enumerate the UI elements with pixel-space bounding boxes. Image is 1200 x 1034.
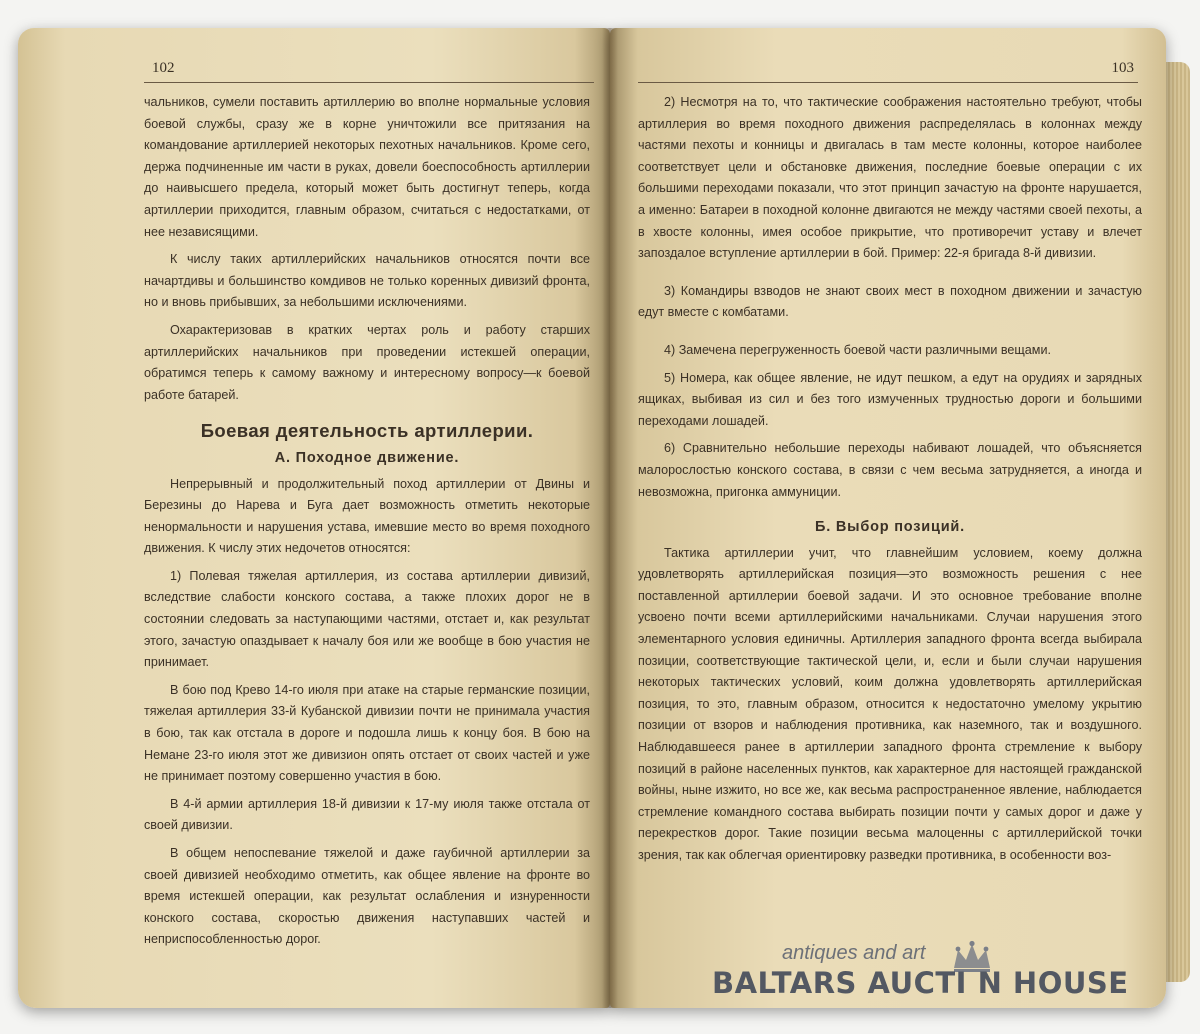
open-book bbox=[18, 28, 1186, 1008]
left-page-text bbox=[144, 92, 590, 957]
left-page bbox=[18, 28, 610, 1008]
watermark-brand: BALTARS AUCTI N HOUSE bbox=[712, 966, 1129, 1000]
watermark-tagline: antiques and art bbox=[782, 942, 926, 964]
section-heading: Боевая деятельность артиллерии. bbox=[200, 420, 534, 442]
paragraph: 6) Сравнительно небольшие переходы набивают лошадей, что объясняется малорослостью конского состава, в связи с чем весьма затрудняется, а иногда и невозможна, пригонка аммуниции. bbox=[638, 441, 1142, 499]
paragraph: чальников, сумели поставить артиллерию во вполне нормальные условия боевой службы, сразу же в корне уничтожили все притязания на командование артиллерией некоторых пехотных начальников. Кроме сего, держа подчиненные им части в руках, довели боеспособность артиллерии до наивысшего предела, который может быть достигнут теперь, когда артиллерии приходится, главным образом, считаться с недостатками, от нее независящими. bbox=[144, 95, 590, 239]
subsection-heading: Б. Выбор позиций. bbox=[815, 519, 965, 536]
paragraph: 3) Командиры взводов не знают своих мест в походном движении и зачастую едут вместе с комбатами. bbox=[638, 283, 1142, 320]
paragraph: В общем непоспевание тяжелой и даже гаубичной артиллерии за своей дивизией необходимо отметить, как общее явление на фронте во время истекшей операции, как результат ослабления и изнуренности конского состава, скоростью движения наступавших частей и неприспособленностью дорог. bbox=[144, 846, 590, 947]
right-page-header bbox=[638, 58, 1138, 83]
left-page-header bbox=[144, 58, 594, 83]
paragraph: К числу таких артиллерийских начальников относятся почти все начартдивы и большинство комдивов не только коренных дивизий фронта, но и вновь прибывших, за небольшими исключениями. bbox=[144, 252, 590, 310]
paragraph: В 4-й армии артиллерия 18-й дивизии к 17-му июля также отстала от своей дивизии. bbox=[144, 796, 590, 833]
paragraph: 5) Номера, как общее явление, не идут пешком, а едут на орудиях и зарядных ящиках, выбивая из сил и без того измученных трудностью дороги и большими переходами лошадей. bbox=[638, 370, 1142, 428]
paragraph: 1) Полевая тяжелая артиллерия, из состава артиллерии дивизий, вследствие слабости конского состава, а также плохих дорог не в состоянии следовать за наступающими частями, отстает и, как результат этого, зачастую опаздывает к началу боя или же вообще в бою участия не принимает. bbox=[144, 568, 590, 670]
subsection-heading: А. Походное движение. bbox=[274, 449, 460, 466]
right-page bbox=[610, 28, 1166, 1008]
book-gutter bbox=[602, 28, 618, 1008]
paragraph: Тактика артиллерии учит, что главнейшим условием, коему должна удовлетворять артиллерийская позиция—это возможность решения с нее поставленной артиллерии боевой задачи. И это основное требование вполне усвоено почти всеми артиллерийскими начальниками. Случаи нарушения этого элементарного условия единичны. Артиллерия западного фронта всегда выбирала позиции, соответствующие тактической цели, и, если и были случаи нарушения некоторых тактических условий, коим должна удовлетворять артиллерийская позиция, то это, главным образом, относится к недостаточно умелому укрытию позиции от взоров и наблюдения противника, как наземного, так и воздушного. Наблюдавшееся ранее в артиллерии западного фронта стремление к выбору позиций в районе населенных пунктов, как характерное для настоящей гражданской войны, ныне изжито, но все же, как весьма распространенное явление, наблюдается стремление командного состава выбирать позиции почти у самых дорог и даже у перекрестков дорог. Такие позиции весьма малоценны с артиллерийской точки зрения, так как облегчая ориентировку разведки противника, в особенности воз- bbox=[638, 545, 1142, 862]
right-page-text bbox=[638, 92, 1142, 873]
paragraph: Охарактеризовав в кратких чертах роль и работу старших артиллерийских начальников при проведении истекшей операции, обратимся теперь к самому важному и интересному вопросу—к боевой работе батарей. bbox=[144, 322, 590, 402]
paragraph: 4) Замечена перегруженность боевой части различными вещами. bbox=[664, 342, 1051, 357]
left-page-number: 102 bbox=[152, 60, 175, 76]
watermark bbox=[712, 942, 1132, 1012]
paragraph: Непрерывный и продолжительный поход артиллерии от Двины и Березины до Нарева и Буга дает возможность отметить некоторые ненормальности и нарушения устава, имевшие место во время походного движения. К числу этих недочетов относятся: bbox=[144, 476, 590, 556]
paragraph: В бою под Крево 14-го июля при атаке на старые германские позиции, тяжелая артиллерия 33-й Кубанской дивизии почти не принимала участия в бою, так как отстала в дороге и подошла лишь к концу боя. В бою на Немане 23-го июля этот же дивизион опять отстает от своих частей и уже не принимает поэтому совершенно участия в бою. bbox=[144, 682, 590, 784]
right-page-number: 103 bbox=[1111, 60, 1134, 76]
paragraph: 2) Несмотря на то, что тактические соображения настоятельно требуют, чтобы артиллерия во время походного движения распределялась в колоннах между частями пехоты и конницы и двигалась в там месте колонны, которое наиболее соответствует цели и обстановке движения, последние боевые операции с их большими переходами показали, что этот принцип зачастую на фронте нарушается, а именно: Батареи в походной колонне двигаются не между частями своей пехоты, а в хвосте колонны, имея особое прикрытие, что противоречит уставу и влечет запоздалое вступление артиллерии в бой. Пример: 22-я бригада 8-й дивизии. bbox=[638, 95, 1142, 261]
